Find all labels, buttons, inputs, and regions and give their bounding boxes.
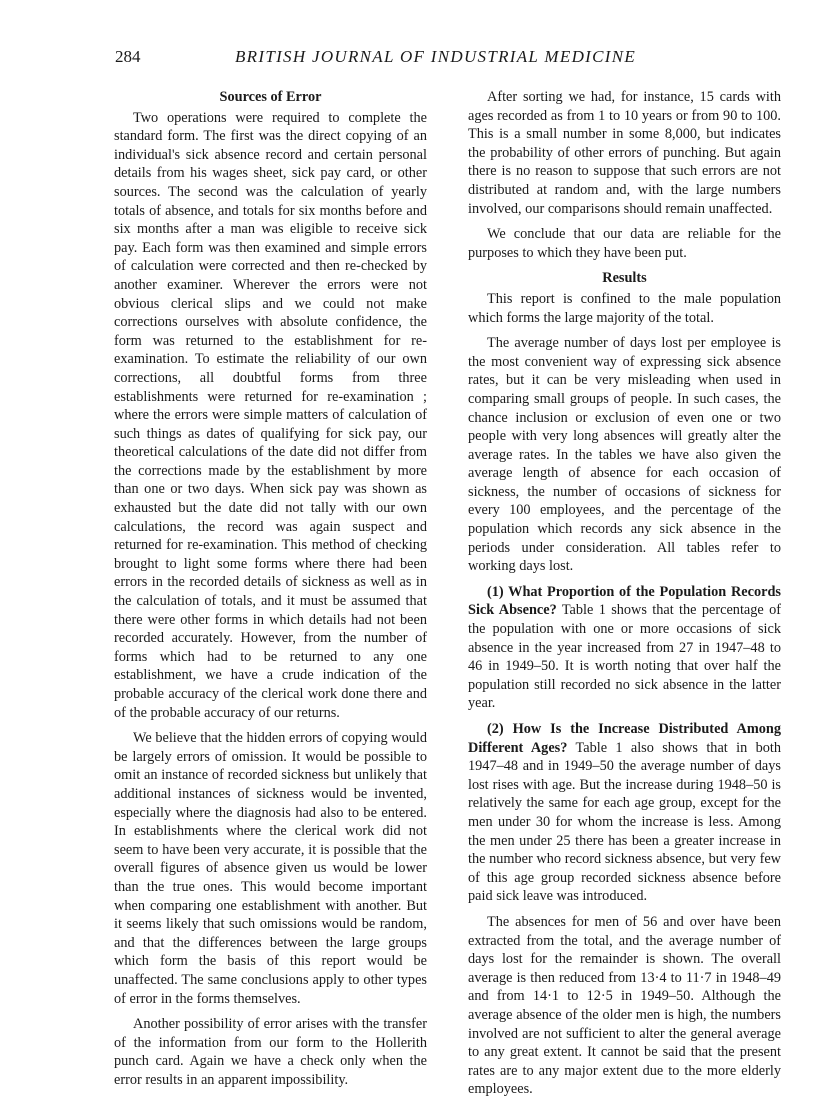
question-heading: (2) How Is the Increase Distributed Among Different Ages? (468, 721, 781, 756)
paragraph-text: Table 1 shows that the percentage of the population with one or more occasions of sick absence in the year increased from 27 in 1947–48 to 46 in 1949–50. It is worth noting that over half the population still recorded no sick absence in the latter year. (468, 602, 781, 712)
paragraph-text: Table 1 also shows that in both 1947–48 and in 1949–50 the average number of days lost rises with age. But the increase during 1948–50 is relatively the same for each age group, except for the men under 30 for whom the increase is less. Among the men under 25 there has been a greater increase in the number who record sickness absence, but very few of this age group recorded sickness absence before paid sick leave was introduced. (468, 739, 781, 905)
question-paragraph-2 (468, 720, 781, 906)
paragraph: Two operations were required to complete the standard form. The first was the direct copying of an individual's sick absence record and certain personal details from his wages sheet, sick pay card, or other sources. The second was the calculation of yearly totals of absence, and totals for six months before and six months after a man was eligible to receive sick pay. Each form was then examined and simple errors of calculation were corrected and then re-checked by another examiner. Wherever the errors were not obvious clerical slips and we could not make corrections ourselves with absolute confidence, the form was returned to the establishment for re-examination. To estimate the reliability of our own corrections, all doubtful forms from three establishments were returned for re-examination ; where the errors were simple matters of calculation of such things as dates of qualifying for sick pay, our theoretical calculations of the date did not differ from the corrections made by the establishment by more than one or two days. When sick pay was shown as exhausted but the date did not tally with our own calculations, the record was again suspect and returned for re-examination. This method of checking brought to light some forms where there had been errors in the recorded details of sickness as well as in the calculation of totals, and it must be assumed that there were other forms in which details had not been recorded accurately. However, from the number of forms which had to be returned to any one establishment, we have a crude indication of the probable accuracy of the clerical work done there and of the probable accuracy of our returns. (114, 109, 427, 721)
page-header (115, 47, 775, 73)
paragraph: We believe that the hidden errors of copying would be largely errors of omission. It would be possible to omit an instance of recorded sickness but unlikely that additional instances of sickness would be invented, especially where the diagnosis had also to be entered. In establishments where the clerical work did not seem to have been very accurate, it is possible that the overall figures of absence given us would be lower than the true ones. This would become important when comparing one establishment with another. But it seems likely that such omissions would be random, and that the differences between the large groups which form the basis of this report would be unaffected. The same conclusions apply to other types of error in the forms themselves. (114, 730, 427, 1007)
paragraph: This report is confined to the male population which forms the large majority of the total. (468, 290, 781, 326)
question-paragraph-1 (468, 583, 781, 713)
paragraph: Another possibility of error arises with the transfer of the information from our form to the Hollerith punch card. Again we have a check only when the error results in an apparent impossibility. (114, 1016, 427, 1088)
page-number: 284 (115, 47, 141, 66)
left-column (114, 88, 427, 1096)
right-column (468, 88, 781, 1106)
journal-title: BRITISH JOURNAL OF INDUSTRIAL MEDICINE (235, 47, 637, 66)
paragraph: The average number of days lost per employee is the most convenient way of expressing sick absence rates, but it can be very misleading when used in comparing small groups of people. In such cases, the chance inclusion or exclusion of even one or two people with very long absences will greatly alter the average rates. In the tables we have also given the average length of absence for each occasion of sickness, the number of occasions of sickness for every 100 employees, and the percentage of the population which records any sick absence in the periods under consideration. All tables refer to working days lost. (468, 335, 781, 575)
paragraph: The absences for men of 56 and over have been extracted from the total, and the average number of days lost for the remainder is shown. The overall average is then reduced from 13·4 to 11·7 in 1948–49 and from 14·1 to 12·5 in 1949–50. Although the average absence of the older men is high, the numbers involved are not sufficient to alter the general average to any great extent. It cannot be said that the present rates are to any major extent due to the more elderly employees. (468, 913, 781, 1098)
paragraph: After sorting we had, for instance, 15 cards with ages recorded as from 1 to 10 years or from 90 to 100. This is a small number in some 8,000, but indicates the probability of other errors of punching. But again there is no reason to suppose that such errors are not distributed at random and, with the large numbers involved, our comparisons should remain unaffected. (468, 89, 781, 217)
section-heading-results: Results (602, 270, 647, 287)
paragraph: We conclude that our data are reliable for the purposes to which they have been put. (468, 226, 781, 261)
question-heading: (1) What Proportion of the Population Records Sick Absence? (468, 583, 781, 619)
section-heading-sources-of-error: Sources of Error (219, 89, 322, 105)
